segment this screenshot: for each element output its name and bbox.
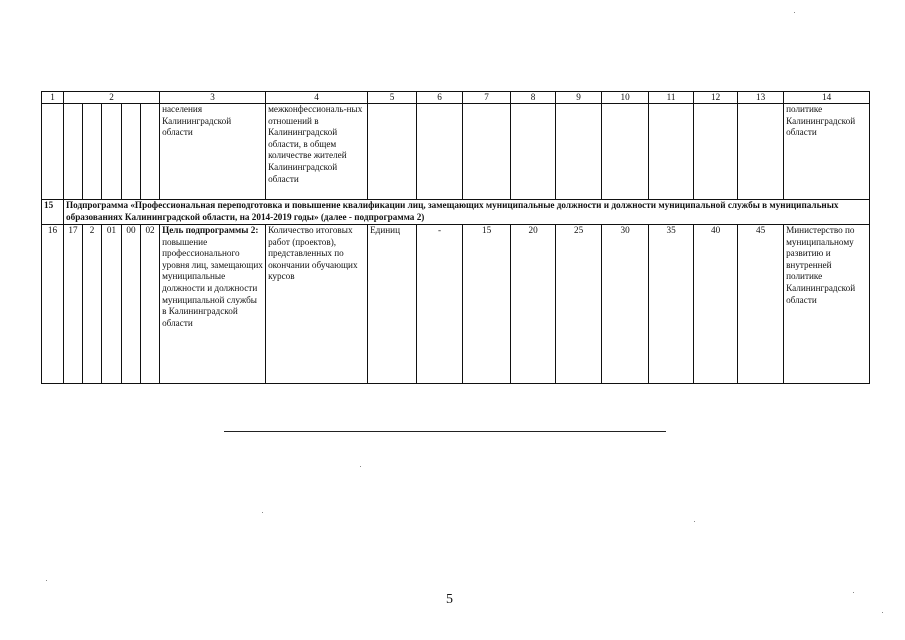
table-row-subprogram xyxy=(42,200,870,225)
value-cell: 25 xyxy=(556,225,602,384)
unit-cell: Единиц xyxy=(368,225,417,384)
header-col-9: 9 xyxy=(556,92,602,104)
header-col-14: 14 xyxy=(784,92,870,104)
header-col-10: 10 xyxy=(602,92,649,104)
goal-title: Цель подпрограммы 2: xyxy=(162,225,259,235)
scan-speck xyxy=(794,12,795,13)
header-col-13: 13 xyxy=(738,92,784,104)
code-cell: 00 xyxy=(122,225,141,384)
value-cell: 35 xyxy=(649,225,694,384)
goal-cell xyxy=(160,225,266,384)
code-cell: 16 xyxy=(42,225,64,384)
population-cell: населения Калининградской области xyxy=(160,104,266,200)
goal-text: повышение профессионального уровня лиц, замещающих муниципальные должности и должности муниципальной службы в Калининградской области xyxy=(162,236,263,328)
header-col-1: 1 xyxy=(42,92,64,104)
scan-speck xyxy=(853,592,854,593)
code-cell: 2 xyxy=(83,225,102,384)
scan-speck xyxy=(694,521,695,522)
indicator-cell: межконфессиональ-ных отношений в Калининградской области, в общем количестве жителей Калининградской области xyxy=(266,104,368,200)
indicators-table xyxy=(41,91,870,384)
responsible-cell: Министерство по муниципальному развитию и внутренней политике Калининградской области xyxy=(784,225,870,384)
header-col-7: 7 xyxy=(463,92,511,104)
header-col-3: 3 xyxy=(160,92,266,104)
table-row-continued xyxy=(42,104,870,200)
header-row xyxy=(42,92,870,104)
subprogram-title: Подпрограмма «Профессиональная переподготовка и повышение квалификации лиц, замещающих муниципальные должности и должности муниципальной службы в муниципальных образованиях Калининградской области, на 2014-2019 годы» (далее - подпрограмма 2) xyxy=(64,200,870,225)
indicator-cell: Количество итоговых работ (проектов), представленных по окончании обучающих курсов xyxy=(266,225,368,384)
header-col-2: 2 xyxy=(64,92,160,104)
scan-speck xyxy=(262,512,263,513)
table-row-goal xyxy=(42,225,870,384)
value-cell: 45 xyxy=(738,225,784,384)
scan-speck xyxy=(46,580,47,581)
value-cell: 15 xyxy=(463,225,511,384)
footnote-rule xyxy=(224,431,666,432)
value-cell: 20 xyxy=(511,225,556,384)
responsible-cell: политике Калининградской области xyxy=(784,104,870,200)
header-col-6: 6 xyxy=(417,92,463,104)
code-cell: 01 xyxy=(102,225,122,384)
value-cell: 30 xyxy=(602,225,649,384)
header-col-11: 11 xyxy=(649,92,694,104)
value-cell: 40 xyxy=(694,225,738,384)
header-col-4: 4 xyxy=(266,92,368,104)
header-col-8: 8 xyxy=(511,92,556,104)
header-col-12: 12 xyxy=(694,92,738,104)
scan-speck xyxy=(882,612,883,613)
row-number: 15 xyxy=(42,200,64,225)
header-col-5: 5 xyxy=(368,92,417,104)
value-cell: - xyxy=(417,225,463,384)
page-number: 5 xyxy=(446,592,453,607)
code-cell: 02 xyxy=(141,225,160,384)
scan-speck xyxy=(360,466,361,467)
code-cell: 17 xyxy=(64,225,83,384)
